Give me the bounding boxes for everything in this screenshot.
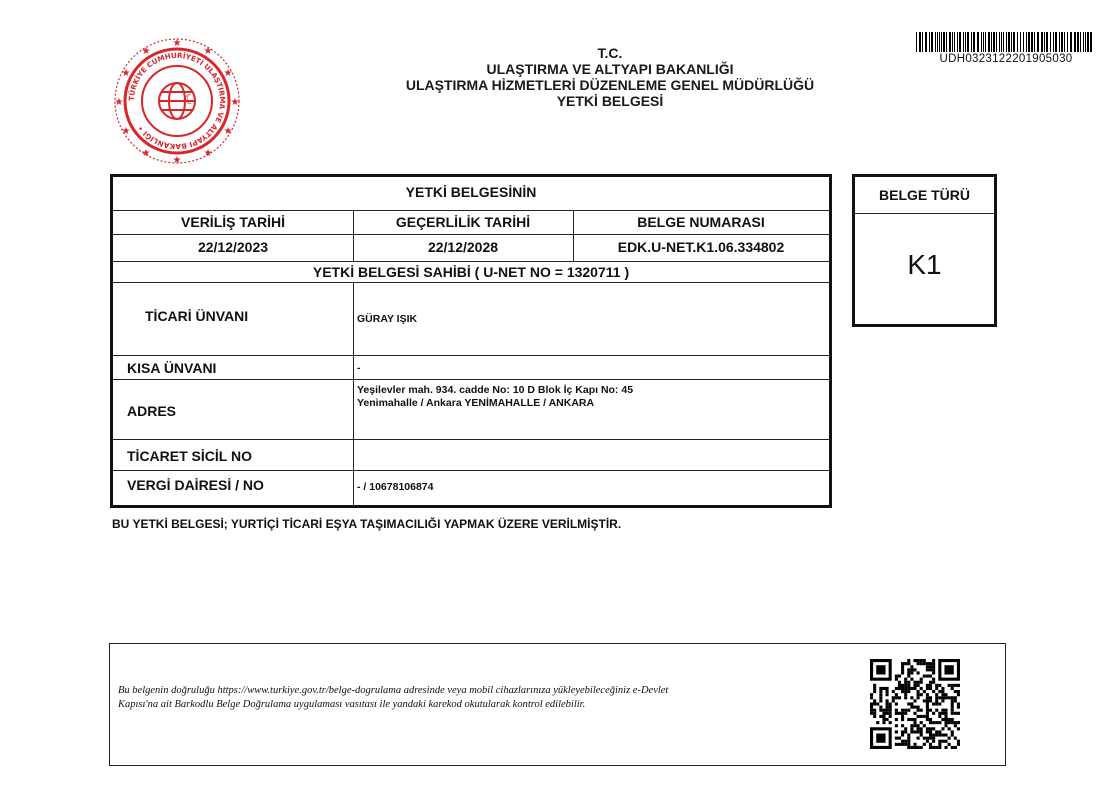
svg-text:★: ★ bbox=[121, 126, 131, 137]
svg-text:TÜRKİYE CUMHURİYETİ ULAŞTIRMA: TÜRKİYE CUMHURİYETİ ULAŞTIRMA VE ALTYAPI BAKANLIĞI • bbox=[126, 50, 228, 152]
tax-office-value: - / 10678106874 bbox=[357, 481, 434, 493]
document-number: EDK.U-NET.K1.06.334802 bbox=[617, 239, 785, 255]
tax-office-label: VERGİ DAİRESİ / NO bbox=[127, 477, 264, 493]
barcode-image bbox=[916, 32, 1094, 52]
authorization-statement: BU YETKİ BELGESİ; YURTİÇİ TİCARİ EŞYA TAŞIMACILIĞI YAPMAK ÜZERE VERİLMİŞTİR. bbox=[112, 517, 622, 531]
verification-line-2: Kapısı'na ait Barkodlu Belge Doğrulama uygulaması vasıtası ile yandaki karekod okutularak kontrol edilebilir. bbox=[118, 699, 586, 710]
table-title: YETKİ BELGESİNİN bbox=[405, 184, 537, 200]
trade-name-label: TİCARİ ÜNVANI bbox=[145, 308, 249, 324]
svg-text:★: ★ bbox=[223, 126, 233, 137]
svg-text:★: ★ bbox=[172, 155, 182, 166]
svg-text:★: ★ bbox=[121, 68, 131, 79]
col-header-validity-date: GEÇERLİLİK TARİHİ bbox=[395, 214, 531, 230]
document-type-title: BELGE TÜRÜ bbox=[855, 177, 994, 214]
address-line-1: Yeşilevler mah. 934. cadde No: 10 D Blok İç Kapı No: 45 bbox=[357, 384, 634, 396]
header-country: T.C. bbox=[597, 45, 623, 61]
issue-date: 22/12/2023 bbox=[197, 239, 269, 255]
address-line-2: Yenimahalle / Ankara YENİMAHALLE / ANKARA bbox=[357, 397, 595, 409]
address-label: ADRES bbox=[127, 403, 177, 419]
address-value bbox=[353, 384, 829, 410]
qr-code-image bbox=[870, 659, 960, 749]
verification-text bbox=[118, 684, 848, 712]
header-ministry: ULAŞTIRMA VE ALTYAPI BAKANLIĞI bbox=[486, 61, 734, 77]
header-directorate: ULAŞTIRMA HİZMETLERİ DÜZENLEME GENEL MÜDÜRLÜĞÜ bbox=[405, 77, 815, 93]
document-type-value: K1 bbox=[907, 249, 942, 280]
svg-text:★: ★ bbox=[203, 148, 213, 159]
document-header bbox=[330, 45, 890, 109]
short-name-label: KISA ÜNVANI bbox=[127, 360, 217, 376]
svg-text:★: ★ bbox=[172, 38, 182, 49]
holder-section-title: YETKİ BELGESİ SAHİBİ ( U-NET NO = 1320711 ) bbox=[312, 264, 630, 280]
verification-box bbox=[109, 643, 1006, 766]
validity-date: 22/12/2028 bbox=[427, 239, 499, 255]
svg-text:★: ★ bbox=[203, 46, 213, 57]
short-name-value: - bbox=[357, 362, 361, 374]
col-header-document-number: BELGE NUMARASI bbox=[637, 214, 765, 230]
trade-registry-label: TİCARET SİCİL NO bbox=[127, 448, 252, 464]
header-document-title: YETKİ BELGESİ bbox=[556, 93, 664, 109]
col-header-issue-date: VERİLİŞ TARİHİ bbox=[181, 214, 285, 230]
svg-text:★: ★ bbox=[141, 46, 151, 57]
verification-line-1: Bu belgenin doğruluğu https://www.turkiye.gov.tr/belge-dogrulama adresinde veya mobil cihazlarınıza yükleyebileceğiniz e-Devlet bbox=[118, 685, 669, 696]
svg-text:★: ★ bbox=[114, 97, 124, 108]
authorization-table bbox=[110, 174, 832, 508]
svg-text:★: ★ bbox=[223, 68, 233, 79]
svg-text:☾: ☾ bbox=[184, 92, 197, 108]
barcode-number: UDH0323122201905030 bbox=[939, 53, 1073, 65]
document-type-box bbox=[852, 174, 997, 327]
svg-text:★: ★ bbox=[230, 97, 240, 108]
svg-text:★: ★ bbox=[141, 148, 151, 159]
ministry-seal-logo bbox=[112, 36, 242, 166]
trade-name-value: GÜRAY IŞIK bbox=[357, 313, 418, 325]
